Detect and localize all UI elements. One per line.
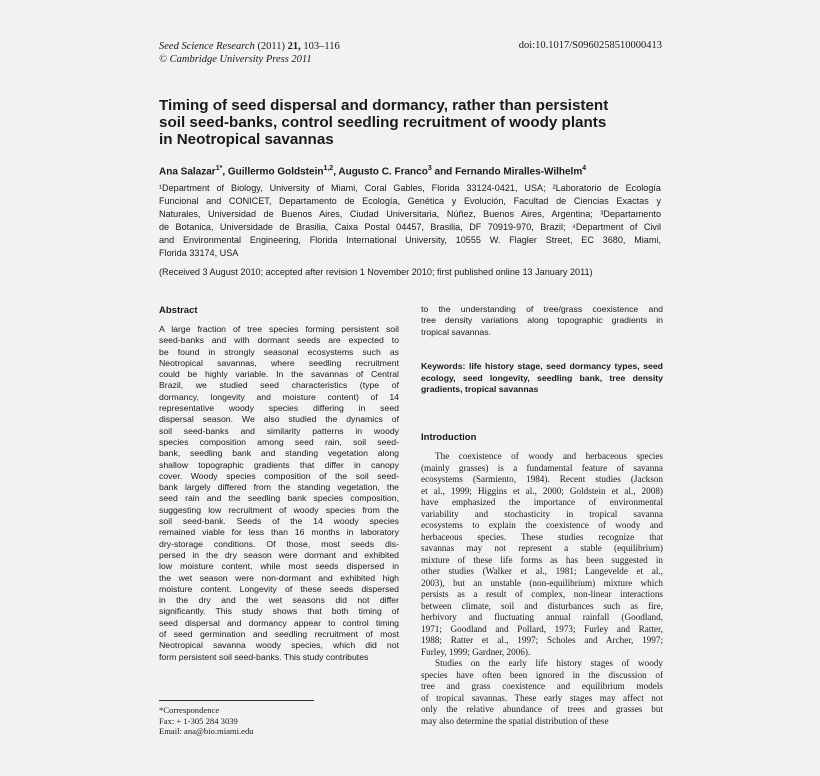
intro-line: persists as a result of complex, non-linear interactions <box>421 589 663 599</box>
affiliation-line: and Environmental Engineering, Florida International University, 10555 W. Flagler Street, EC 3680, Miami, <box>159 235 661 245</box>
intro-line: may also determine the spatial distribution of these <box>421 715 609 726</box>
author-list: Ana Salazar$^{1*}$, Guillermo Goldstein$^{1,2}$, Augusto C. Franco$^3$ and Fernando Miralles-Wilhelm$^4$ <box>159 165 587 178</box>
intro-line: 2003), but an unstable (non-equilibrium) mixture which <box>421 577 663 588</box>
abstract-line: could be highly variable. In the savannas of Central <box>159 369 399 380</box>
affiliations <box>159 182 661 260</box>
title-line: in Neotropical savannas <box>159 131 334 148</box>
abstract-line: representative woody species differing in seed <box>159 403 399 414</box>
intro-line: Studies on the early life history stages of woody <box>435 658 663 668</box>
journal-copyright: © Cambridge University Press 2011 <box>159 54 312 65</box>
abstract-line: the wet season were non-dormant and exhibited high <box>159 572 399 583</box>
abstract-line: Neotropical savannas, where seedling recruitment <box>159 357 399 368</box>
affiliation-line: de Botanica, Universidade de Brasilia, Caixa Postal 04457, Brasilia, DF 70919-970, Brazil; ⁴Department of Civil <box>159 222 661 232</box>
abstract-line: low moisture content, while most seeds dispersed in <box>159 561 399 572</box>
abstract-line: be found in strongly seasonal ecosystems such as <box>159 346 399 357</box>
intro-line: savannas may not represent a stable (equilibrium) <box>421 543 663 553</box>
intro-line: tree and grass coexistence and equilibrium models <box>421 681 663 691</box>
intro-line: between climate, soil and disturbances such as fire, <box>421 600 663 611</box>
abstract-line: species composition among seed rain, soil seed- <box>159 436 399 447</box>
abstract-line: Neotropical savanna woody species, which did not <box>159 640 399 651</box>
intro-line: 1988; Ratter et al., 1997; Scholes and Archer, 1997; <box>421 635 663 645</box>
intro-line: The coexistence of woody and herbaceous species <box>435 451 663 461</box>
paper-title <box>159 97 659 148</box>
intro-line: other studies (Walker et al., 1981; Langevelde et al., <box>421 566 663 576</box>
abstract-line: bank, seedling bank and standing vegetation along <box>159 448 399 459</box>
abstract-line: persed in the dry season were dormant and exhibited <box>159 549 399 560</box>
abstract-line: suggesting low recruitment of woody species from the <box>159 504 399 515</box>
intro-line: 1971; Goodland and Pollard, 1973; Furley and Ratter, <box>421 623 663 634</box>
doi: doi:10.1017/S0960258510000413 <box>518 40 662 51</box>
abstract-line: dormancy, longevity and moisture content) of 14 <box>159 391 399 402</box>
abstract-line: significantly. This study shows that both timing of <box>159 606 399 617</box>
abstract-line: seed dispersal and dormancy appear to control timing <box>159 617 399 628</box>
intro-line: species have often been ignored in the discussion of <box>421 669 663 680</box>
abstract-line: seed-banks and with dormant seeds are expected to <box>159 335 399 346</box>
affiliation-line: Funcional and CONICET, Departamento de Ecología, Genética y Evolución, Facultad de Ciencias Exactas y <box>159 196 661 206</box>
intro-line: only the relative abundance of trees and grasses but <box>421 704 663 714</box>
intro-line: herbivory and fluctuating annual rainfall (Goodland, <box>421 612 663 622</box>
keyword-line: Keywords: life history stage, seed dormancy types, seed <box>421 361 663 371</box>
title-line: Timing of seed dispersal and dormancy, rather than persistent <box>159 97 609 114</box>
footnote-correspondence: *Correspondence <box>159 705 220 715</box>
abstract-line: of seed germination and seedling recruitment of most <box>159 629 399 640</box>
abstract-line: in the dry and the wet seasons did not differ <box>159 595 399 606</box>
intro-line: et al., 1999; Higgins et al., 2000; Goldstein et al., 2008) <box>421 485 663 496</box>
intro-line: (mainly grasses) is a fundamental feature of savanna <box>421 462 663 473</box>
abstract-line: soil seed-bank. Seeds of the 14 woody species <box>159 516 399 527</box>
abstract-heading: Abstract <box>159 305 198 316</box>
abstract-line: dispersal season. We also studied the dynamics of <box>159 414 399 425</box>
intro-line: of tropical savannas. These early stages may affect not <box>421 692 663 703</box>
introduction-heading: Introduction <box>421 432 477 443</box>
abstract-line: soil seed-banks and similarity patterns in woody <box>159 425 399 436</box>
abstract-line: tropical savannas. <box>421 326 492 337</box>
abstract-line: moisture content. Longevity of these seeds dispersed <box>159 583 399 594</box>
abstract-line: form persistent soil seed-banks. This study contributes <box>159 651 369 662</box>
abstract-line: bank largely differed from the standing vegetation, the <box>159 482 399 493</box>
affiliation-line: Florida 33174, USA <box>159 248 239 258</box>
abstract-body <box>159 324 399 663</box>
intro-line: Furley, 1999; Gardner, 2006). <box>421 646 531 657</box>
affiliation-line: Naturales, Universidad de Buenos Aires, Ciudad Universitaria, Núñez, Buenos Aires, Argentina; ³Departamento <box>159 209 661 219</box>
footnote-fax: Fax: + 1-305 284 3039 <box>159 715 238 726</box>
keywords <box>421 361 663 396</box>
intro-line: have emphasized the importance of environmental <box>421 497 663 507</box>
abstract-line: Brazil, we studied seed characteristics (type of <box>159 380 399 391</box>
abstract-continuation <box>421 304 663 338</box>
abstract-line: tree density variations along topographic gradients in <box>421 315 663 326</box>
abstract-line: remained viable for less than 16 months in laboratory <box>159 527 399 538</box>
intro-line: herbaceous species. These studies recognize that <box>421 531 663 542</box>
abstract-line: A large fraction of tree species forming persistent soil <box>159 324 399 334</box>
intro-line: ecosystems (Sarmiento, 1984). Recent studies (Jackson <box>421 474 663 484</box>
abstract-line: seed rain and the seedling bank species composition, <box>159 493 399 504</box>
journal-citation <box>159 40 340 66</box>
affiliation-line: ¹Department of Biology, University of Miami, Coral Gables, Florida 33124-0421, USA; ²Laboratorio de Ecología <box>159 183 661 193</box>
keyword-line: gradients, tropical savannas <box>421 384 539 394</box>
abstract-line: to the understanding of tree/grass coexistence and <box>421 304 663 314</box>
title-line: soil seed-banks, control seedling recruitment of woody plants <box>159 114 607 131</box>
footnote-divider <box>159 700 314 701</box>
abstract-line: cover. Woody species composition of the soil seed- <box>159 470 399 481</box>
intro-line: mixture of these life forms as has been suggested in <box>421 554 663 565</box>
journal-citation-line-1: Seed Science Research (2011) 21, 103–116 <box>159 41 340 52</box>
footnote <box>159 705 254 737</box>
keyword-line: ecology, seed longevity, seedling bank, tree density <box>421 372 663 383</box>
abstract-line: shallow topographic gradients that differ in canopy <box>159 459 399 470</box>
abstract-line: dry-storage conditions. Of those, most seeds dis- <box>159 538 399 549</box>
received-dates: (Received 3 August 2010; accepted after revision 1 November 2010; first published online 13 January 2011) <box>159 267 593 277</box>
footnote-email: Email: ana@bio.miami.edu <box>159 726 254 737</box>
intro-line: ecosystems to explain the coexistence of woody and <box>421 520 663 530</box>
introduction-body <box>421 451 663 727</box>
intro-line: variability and stochasticity in tropical savanna <box>421 508 663 519</box>
